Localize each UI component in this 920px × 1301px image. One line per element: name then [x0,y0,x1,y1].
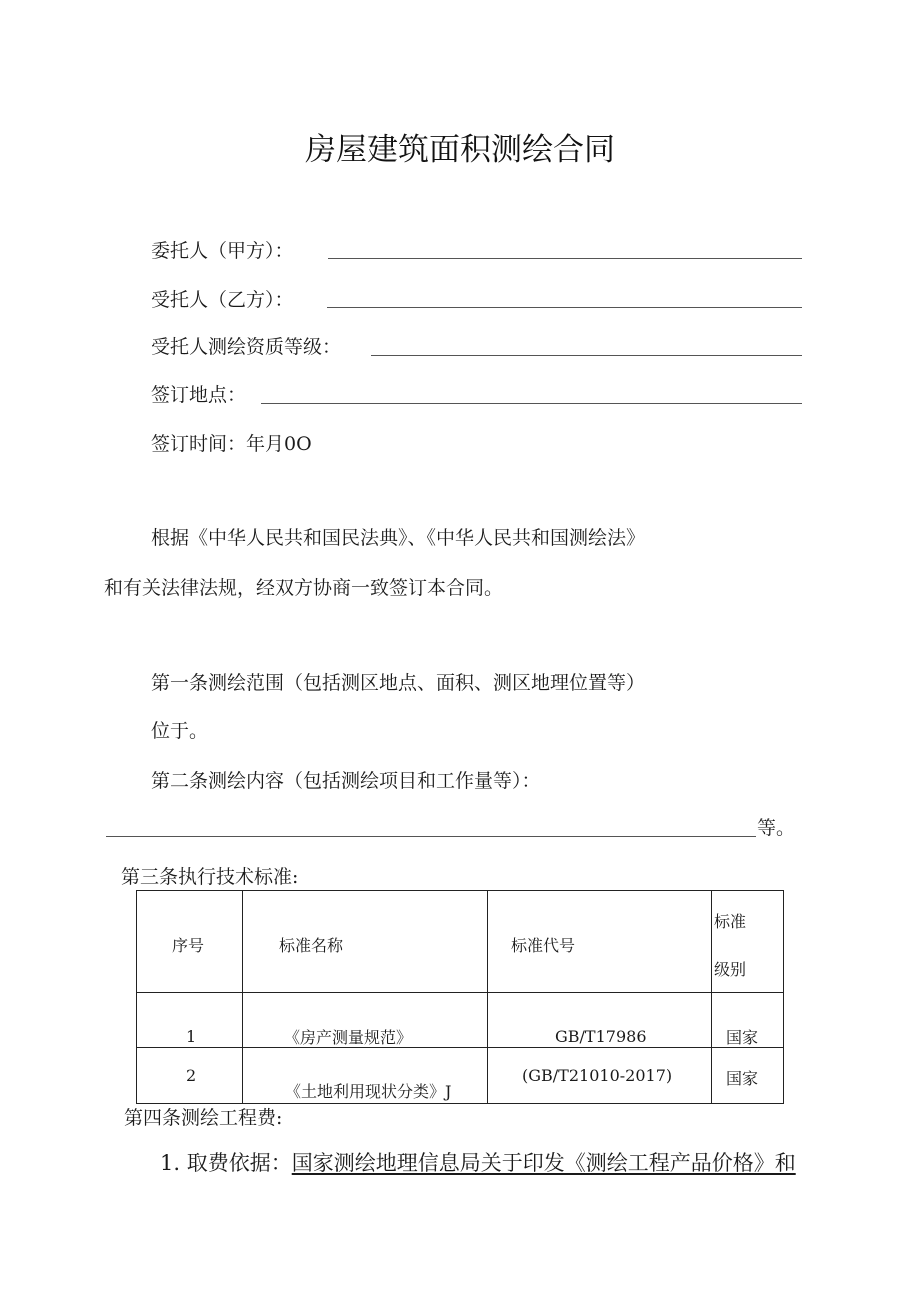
row-2-code [488,1048,712,1104]
qualification-field[interactable] [371,355,802,356]
row-2-name [243,1048,488,1104]
header-level-text-2: 级别 [714,960,747,979]
standards-table [136,890,784,1104]
header-code-text: 标准代号 [511,936,576,955]
header-cell-name [243,891,488,993]
article-3-heading: 第三条执行技术标准: [121,866,299,888]
article-1-heading: 第一条测绘范围（包括测区地点、面积、测区地理位置等） [151,672,646,694]
fee-basis-link[interactable]: 国家测绘地理信息局关于印发《测绘工程产品价格》和 [291,1151,796,1175]
party-a-label: 委托人（甲方）： [151,240,294,262]
row-2-index-text: 2 [186,1066,197,1085]
preamble-line-1: 根据《中华人民共和国民法典》、《中华人民共和国测绘法》 [151,527,646,549]
row-1-level [712,993,784,1048]
fee-basis-line [160,1150,796,1176]
article-4-heading: 第四条测绘工程费: [124,1107,283,1129]
article-2-suffix: 等。 [757,817,796,839]
sign-place-field[interactable] [261,403,802,404]
fee-basis-label: 1. 取费依据： [160,1151,292,1175]
row-1-code-text: GB/T17986 [555,1027,647,1046]
article-1-body: 位于。 [151,720,209,742]
party-b-label: 受托人（乙方）： [151,289,294,311]
table-row [137,1048,784,1104]
party-a-field[interactable] [328,258,802,259]
header-name-text: 标准名称 [279,936,344,955]
row-1-name [243,993,488,1048]
header-cell-level [712,891,784,993]
row-2-code-text: (GB/T21010-2017) [522,1066,673,1085]
row-1-index [137,993,243,1048]
header-cell-index [137,891,243,993]
header-level-text-1: 标准 [714,912,747,931]
article-2-heading: 第二条测绘内容（包括测绘项目和工作量等）： [151,770,541,792]
row-1-code [488,993,712,1048]
table-header-row [137,891,784,993]
qualification-label: 受托人测绘资质等级： [151,336,342,358]
table-row [137,993,784,1048]
header-index-text: 序号 [172,936,205,955]
article-2-content-field[interactable] [106,836,756,837]
row-2-level [712,1048,784,1104]
page-title: 房屋建筑面积测绘合同 [305,132,615,168]
row-2-index [137,1048,243,1104]
sign-place-label: 签订地点： [151,384,247,406]
row-1-name-text: 《房产测量规范》 [284,1028,413,1047]
row-2-name-text: 《土地利用现状分类》J [285,1082,452,1101]
row-1-level-text: 国家 [726,1028,759,1047]
header-cell-code [488,891,712,993]
sign-time-label: 签订时间：年月0O [151,433,312,455]
party-b-field[interactable] [327,307,802,308]
row-1-index-text: 1 [186,1027,197,1046]
row-2-level-text: 国家 [726,1069,759,1088]
preamble-line-2: 和有关法律法规，经双方协商一致签订本合同。 [104,577,504,599]
